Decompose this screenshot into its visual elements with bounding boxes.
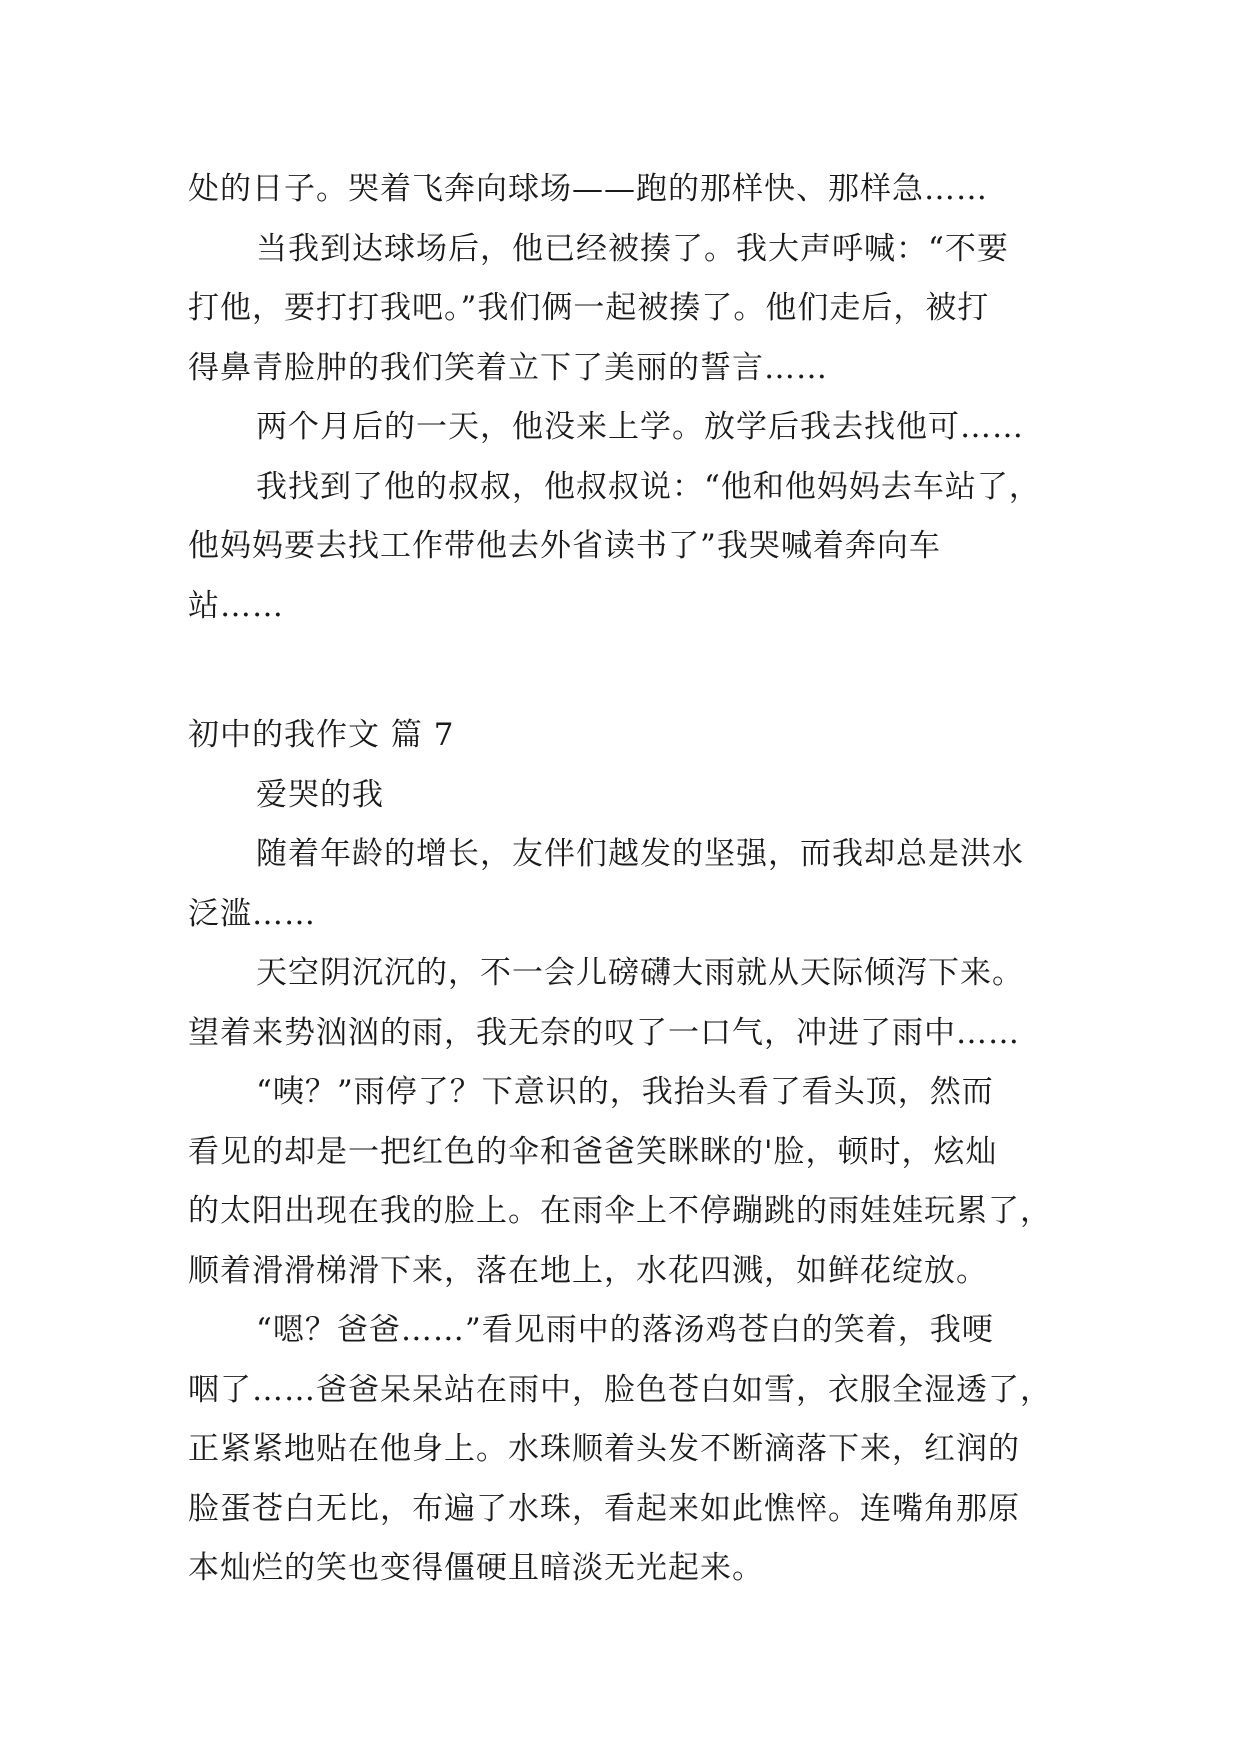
text-line: 正紧紧地贴在他身上。水珠顺着头发不断滴落下来，红润的 xyxy=(188,1431,1020,1467)
text-line: 两个月后的一天，他没来上学。放学后我去找他可…… xyxy=(256,409,1024,445)
text-line: 得鼻青脸肿的我们笑着立下了美丽的誓言…… xyxy=(188,349,828,386)
text-line: 咽了……爸爸呆呆站在雨中，脸色苍白如雪，衣服全湿透了， xyxy=(188,1371,1052,1408)
section-spacer xyxy=(188,636,1068,706)
text-line: 看见的却是一把红色的伞和爸爸笑眯眯的'脸，顿时，炫灿 xyxy=(188,1133,998,1170)
paragraph-block-1 xyxy=(188,160,1068,636)
text-line: “嗯？爸爸……”看见雨中的落汤鸡苍白的笑着，我哽 xyxy=(256,1312,994,1348)
text-line: “咦？”雨停了？下意识的，我抬头看了看头顶，然而 xyxy=(256,1074,994,1110)
paragraph-block-2 xyxy=(188,766,1068,1599)
text-line: 望着来势汹汹的雨，我无奈的叹了一口气，冲进了雨中…… xyxy=(188,1014,1020,1051)
text-line: 我找到了他的叔叔，他叔叔说：“他和他妈妈去车站了， xyxy=(256,468,1041,505)
text-line: 脸蛋苍白无比，布遍了水珠，看起来如此憔悴。连嘴角那原 xyxy=(188,1490,1020,1527)
text-line: 当我到达球场后，他已经被揍了。我大声呼喊：“不要 xyxy=(256,230,1009,267)
text-line: 随着年龄的增长，友伴们越发的坚强，而我却总是洪水 xyxy=(256,836,1024,872)
text-line: 泛滥…… xyxy=(188,895,316,932)
text-line: 处的日子。哭着飞奔向球场——跑的那样快、那样急…… xyxy=(188,171,988,207)
section-title: 初中的我作文 篇 7 xyxy=(188,717,455,753)
text-line: 打他，要打打我吧。”我们俩一起被揍了。他们走后，被打 xyxy=(188,290,990,326)
text-line: 的太阳出现在我的脸上。在雨伞上不停蹦跳的雨娃娃玩累了， xyxy=(188,1193,1052,1229)
text-line: 他妈妈要去找工作带他去外省读书了”我哭喊着奔向车 xyxy=(188,528,941,564)
text-line: 顺着滑滑梯滑下来，落在地上，水花四溅，如鲜花绽放。 xyxy=(188,1252,988,1289)
text-line: 站…… xyxy=(188,587,284,624)
document-page xyxy=(188,160,1068,1599)
text-line: 天空阴沉沉的，不一会儿磅礴大雨就从天际倾泻下来。 xyxy=(256,955,1024,991)
essay-title: 爱哭的我 xyxy=(256,776,384,813)
text-line: 本灿烂的笑也变得僵硬且暗淡无光起来。 xyxy=(188,1550,764,1586)
